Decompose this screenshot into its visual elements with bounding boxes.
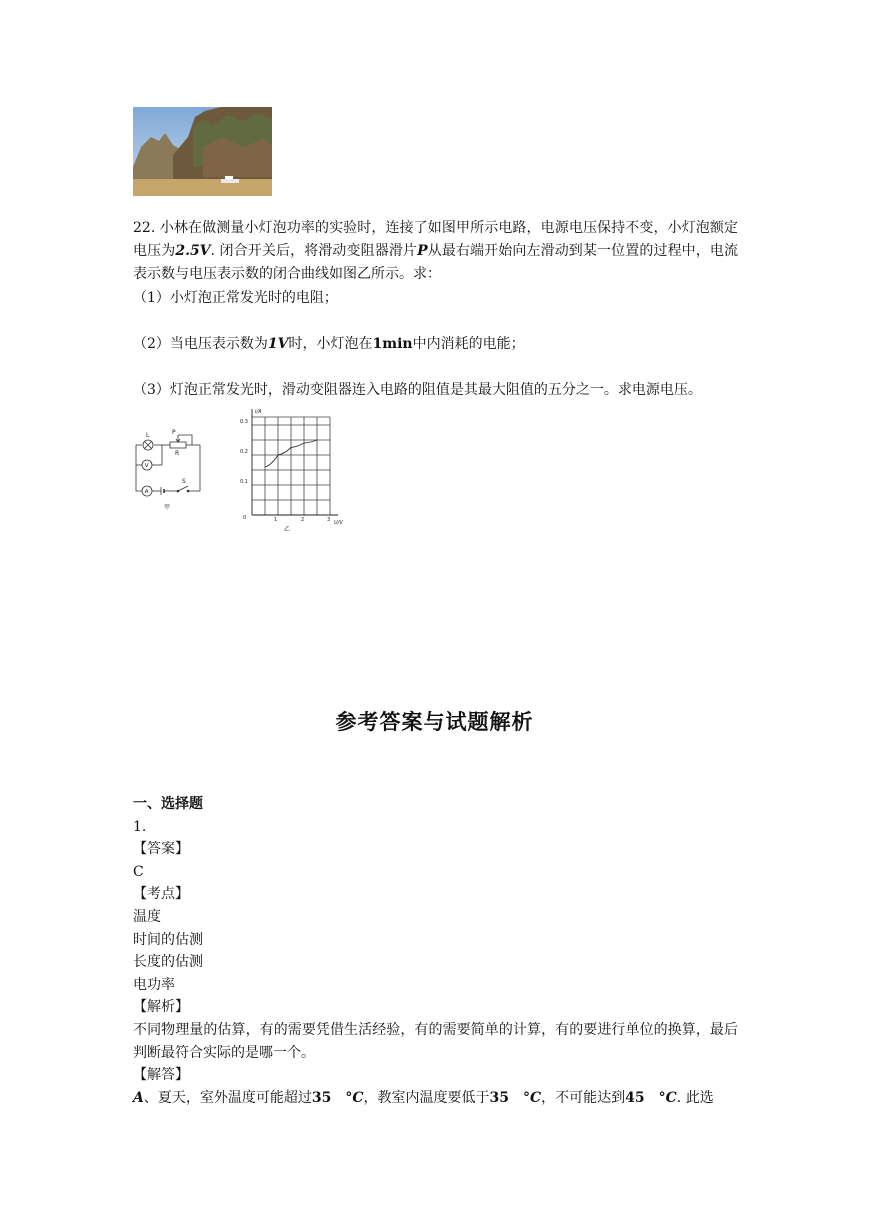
figure-yi-caption: 乙 bbox=[284, 526, 291, 533]
sub-question-1: （1）小灯泡正常发光时的电阻； bbox=[133, 290, 338, 306]
x-axis-label: U/V bbox=[334, 520, 343, 526]
lamp-label: L bbox=[146, 432, 150, 439]
section-heading: 一、选择题 bbox=[133, 796, 203, 812]
kaodian-item: 电功率 bbox=[133, 976, 175, 993]
temp-unit: °C bbox=[658, 1089, 677, 1106]
jieda-label: 【解答】 bbox=[133, 1067, 189, 1084]
item-number: 1. bbox=[133, 818, 147, 835]
jieda-text: ，教室内温度要低于 bbox=[363, 1089, 490, 1106]
question-number: 22. bbox=[133, 220, 156, 236]
stem-text: . 闭合开关后，将滑动变阻器滑片 bbox=[210, 243, 418, 259]
jieda-text: . 此选 bbox=[676, 1089, 714, 1106]
temp-value: 35 bbox=[311, 1089, 332, 1106]
origin-label: 0 bbox=[243, 515, 247, 521]
x-tick-3: 3 bbox=[327, 517, 331, 523]
switch-label: S bbox=[182, 478, 186, 485]
x-tick-2: 2 bbox=[301, 517, 305, 523]
iu-chart bbox=[238, 405, 348, 533]
jieda-line bbox=[133, 1087, 738, 1110]
ammeter-label: A bbox=[144, 489, 149, 496]
kaodian-item: 时间的估测 bbox=[133, 931, 203, 948]
jieda-text: ，不可能达到 bbox=[541, 1089, 626, 1106]
question-22-stem bbox=[133, 217, 738, 286]
stem-text: 从最右端开始向左滑动到某一位置的过程中，电流表示数与电压表示数的闭合曲线如图乙所示。求： bbox=[133, 243, 738, 282]
jiexi-text: 不同物理量的估算，有的需要凭借生活经验，有的需要简单的计算，有的要进行单位的换算，最后判断最符合实际的是哪一个。 bbox=[133, 1021, 738, 1061]
sub2-text: 时，小灯泡在 bbox=[288, 336, 373, 352]
voltage-value: 1V bbox=[267, 336, 289, 352]
rated-voltage: 2.5V bbox=[175, 243, 211, 259]
stem-text: 小林在做测量小灯泡功率的实验时，连接了如图甲所示电路，电源电压保持不变，小灯泡额定电压为 bbox=[133, 220, 739, 259]
answer-section bbox=[133, 793, 738, 1109]
y-tick-0.3: 0.3 bbox=[240, 419, 248, 425]
slider-label: P bbox=[172, 429, 176, 436]
y-tick-0.2: 0.2 bbox=[240, 449, 248, 455]
temp-value: 35 bbox=[489, 1089, 509, 1106]
y-axis-label: I/A bbox=[255, 409, 262, 415]
answer-title: 参考答案与试题解析 bbox=[335, 709, 534, 734]
jieda-text: 、夏天，室外温度可能超过 bbox=[143, 1089, 312, 1106]
switch-symbol bbox=[178, 486, 188, 491]
option-letter: A bbox=[133, 1089, 144, 1106]
time-value: 1min bbox=[372, 336, 413, 352]
kaodian-label: 【考点】 bbox=[133, 886, 189, 903]
kaodian-item: 温度 bbox=[133, 908, 161, 925]
kaodian-item: 长度的估测 bbox=[133, 954, 203, 971]
temp-unit: °C bbox=[523, 1089, 542, 1106]
sub-question-3: （3）灯泡正常发光时，滑动变阻器连入电路的阻值是其最大阻值的五分之一。求电源电压。 bbox=[133, 382, 702, 398]
sub-question-2 bbox=[133, 333, 525, 356]
temp-unit: °C bbox=[345, 1089, 364, 1106]
sub2-text: 中内消耗的电能； bbox=[412, 336, 525, 352]
voltmeter-label: V bbox=[144, 463, 149, 470]
slider-symbol: P bbox=[417, 243, 428, 259]
rheostat-label: R bbox=[175, 450, 180, 457]
answer-label: 【答案】 bbox=[133, 841, 189, 858]
circuit-diagram bbox=[128, 423, 208, 528]
figure-jia-caption: 甲 bbox=[164, 504, 171, 511]
x-tick-1: 1 bbox=[274, 517, 278, 523]
jiexi-label: 【解析】 bbox=[133, 999, 189, 1016]
y-tick-0.1: 0.1 bbox=[240, 479, 248, 485]
temp-value: 45 bbox=[625, 1089, 645, 1106]
rheostat-symbol bbox=[170, 442, 186, 448]
landscape-photo bbox=[133, 107, 272, 196]
sub2-text: （2）当电压表示数为 bbox=[133, 336, 268, 352]
answer-value: C bbox=[133, 863, 144, 880]
